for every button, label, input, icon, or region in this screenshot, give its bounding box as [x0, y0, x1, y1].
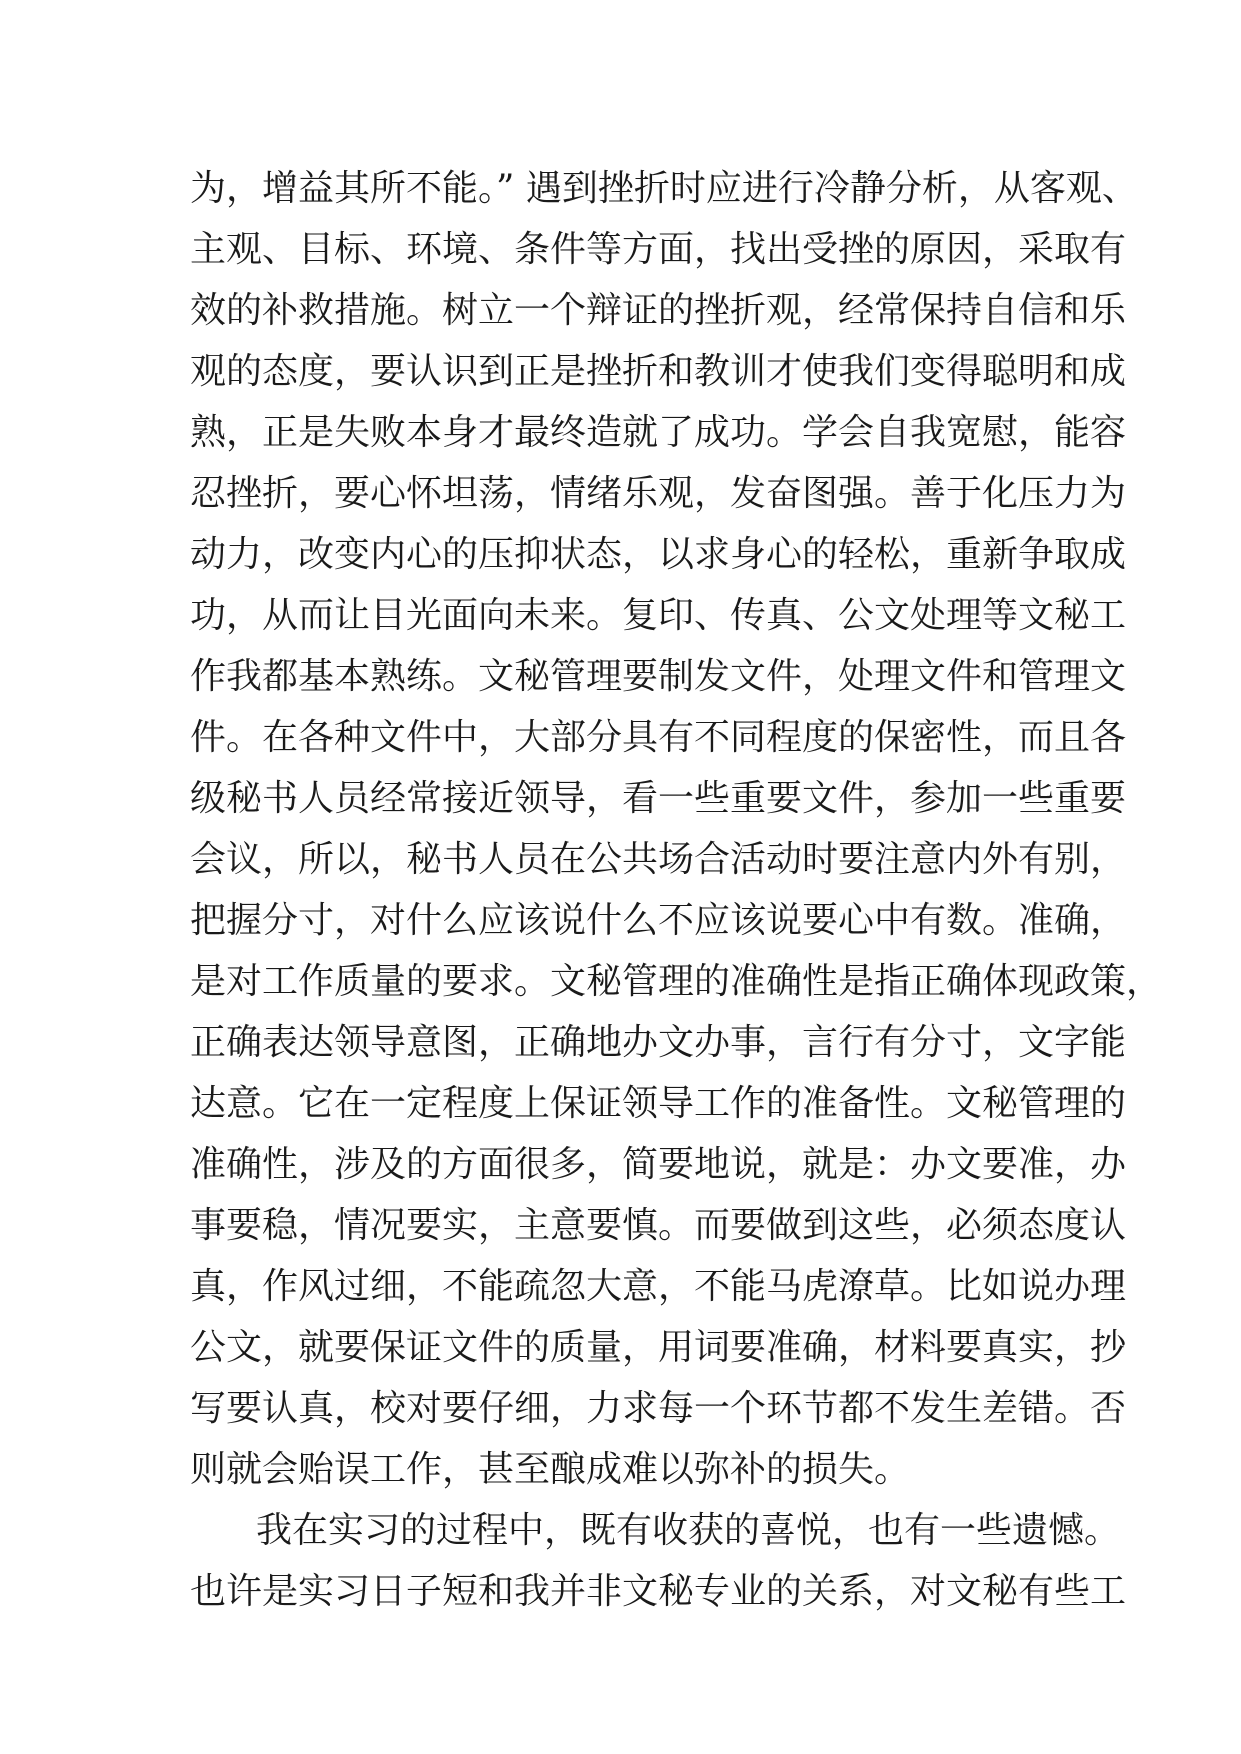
text-line: 是对工作质量的要求。文秘管理的准确性是指正确体现政策，	[190, 961, 1163, 1002]
text-line: 忍挫折，要心怀坦荡，情绪乐观，发奋图强。善于化压力为	[190, 473, 1127, 514]
paragraph-2	[190, 1500, 1127, 1622]
text-line: 件。在各种文件中，大部分具有不同程度的保密性，而且各	[190, 717, 1127, 758]
text-line: 观的态度，要认识到正是挫折和教训才使我们变得聪明和成	[190, 351, 1127, 392]
paragraph-1	[190, 158, 1163, 1500]
body-text	[190, 158, 1163, 1622]
text-line: 真，作风过细，不能疏忽大意，不能马虎潦草。比如说办理	[190, 1266, 1127, 1307]
text-line: 写要认真，校对要仔细，力求每一个环节都不发生差错。否	[190, 1388, 1127, 1429]
text-line: 准确性，涉及的方面很多，简要地说，就是：办文要准，办	[190, 1144, 1127, 1185]
text-line: 动力，改变内心的压抑状态，以求身心的轻松，重新争取成	[190, 534, 1127, 575]
text-line: 功，从而让目光面向未来。复印、传真、公文处理等文秘工	[190, 595, 1127, 636]
text-line: 会议，所以，秘书人员在公共场合活动时要注意内外有别，	[190, 839, 1127, 880]
text-line: 级秘书人员经常接近领导，看一些重要文件，参加一些重要	[190, 778, 1127, 819]
text-line: 主观、目标、环境、条件等方面，找出受挫的原因，采取有	[190, 229, 1127, 270]
text-line: 我在实习的过程中，既有收获的喜悦，也有一些遗憾。	[256, 1510, 1121, 1551]
text-line: 效的补救措施。树立一个辩证的挫折观，经常保持自信和乐	[190, 290, 1127, 331]
text-line: 为，增益其所不能。” 遇到挫折时应进行冷静分析，从客观、	[190, 168, 1138, 209]
text-line: 把握分寸，对什么应该说什么不应该说要心中有数。准确，	[190, 900, 1127, 941]
text-line: 达意。它在一定程度上保证领导工作的准备性。文秘管理的	[190, 1083, 1127, 1124]
text-line: 事要稳，情况要实，主意要慎。而要做到这些，必须态度认	[190, 1205, 1127, 1246]
text-line: 公文，就要保证文件的质量，用词要准确，材料要真实，抄	[190, 1327, 1127, 1368]
text-line: 也许是实习日子短和我并非文秘专业的关系，对文秘有些工	[190, 1571, 1127, 1612]
text-line: 作我都基本熟练。文秘管理要制发文件，处理文件和管理文	[190, 656, 1127, 697]
text-line: 熟，正是失败本身才最终造就了成功。学会自我宽慰，能容	[190, 412, 1127, 453]
text-line: 正确表达领导意图，正确地办文办事，言行有分寸，文字能	[190, 1022, 1127, 1063]
text-line: 则就会贻误工作，甚至酿成难以弥补的损失。	[190, 1449, 911, 1490]
